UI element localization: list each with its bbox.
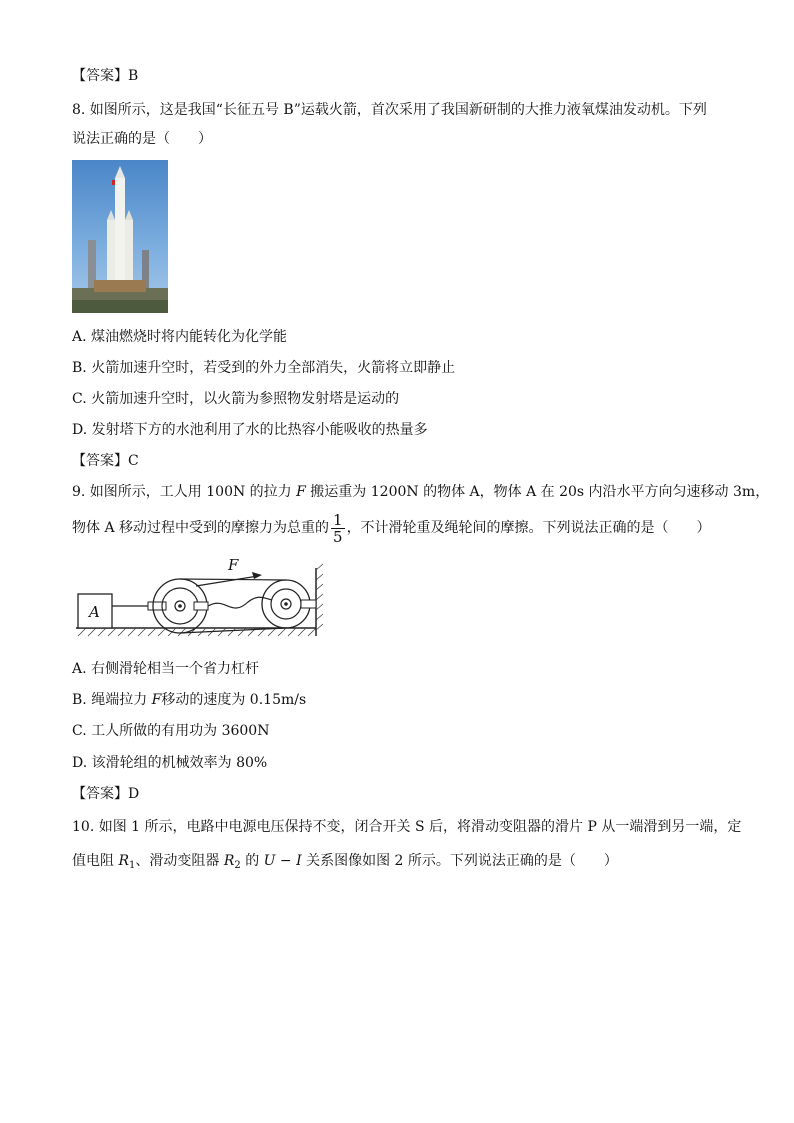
pulley-diagram xyxy=(76,556,326,642)
question-9-option-d: D. 该滑轮组的机械效率为 80% xyxy=(72,755,268,771)
question-8-option-b: B. 火箭加速升空时，若受到的外力全部消失，火箭将立即静止 xyxy=(72,360,456,376)
block-label: A xyxy=(89,603,100,621)
question-9-line-2: 物体 A 移动过程中受到的摩擦力为总重的 $\frac{1}{5}$ ，不计滑轮重及绳轮间的摩擦。下列说法正确的是（ ） xyxy=(72,510,711,546)
question-9-option-b: B. 绳端拉力 F移动的速度为 0.15m/s xyxy=(72,692,307,708)
question-8-option-a: A. 煤油燃烧时将内能转化为化学能 xyxy=(72,329,288,345)
answer-label: 【答案】 xyxy=(72,786,128,802)
question-9-line-1: 9. 如图所示，工人用 100N 的拉力 F 搬运重为 1200N 的物体 A，物体 A 在 20s 内沿水平方向匀速移动 3m， xyxy=(72,484,770,500)
question-10-line-2: 值电阻 $R_1$、滑动变阻器 $R_2$ 的 U − I 关系图像如图 2 所示。下列说法正确的是（ ） xyxy=(72,853,618,871)
answer-label: 【答案】 xyxy=(72,453,128,469)
question-10-line-1: 10. 如图 1 所示，电路中电源电压保持不变，闭合开关 S 后，将滑动变阻器的滑片 P 从一端滑到另一端，定 xyxy=(72,819,742,835)
question-8-option-c: C. 火箭加速升空时，以火箭为参照物发射塔是运动的 xyxy=(72,391,400,407)
answer-8 xyxy=(72,451,139,471)
answer-9 xyxy=(72,784,139,804)
fraction-one-fifth: $\frac{1}{5}$ xyxy=(333,510,343,546)
rocket-photo xyxy=(72,160,168,313)
answer-value: C xyxy=(128,453,139,469)
r2-symbol: R xyxy=(223,853,235,869)
r1-symbol: R xyxy=(118,853,129,869)
question-8-line-2: 说法正确的是（ ） xyxy=(72,131,212,147)
question-9-option-c: C. 工人所做的有用功为 3600N xyxy=(72,723,270,739)
force-label: F xyxy=(228,556,239,574)
answer-value: B xyxy=(128,68,139,84)
answer-label: 【答案】 xyxy=(72,68,128,84)
force-variable: F xyxy=(296,484,306,500)
question-8-line-1: 8. 如图所示，这是我国“长征五号 B”运载火箭，首次采用了我国新研制的大推力液氧煤油发动机。下列 xyxy=(72,102,707,118)
ui-relation: U − I xyxy=(263,853,302,869)
question-9-option-a: A. 右侧滑轮相当一个省力杠杆 xyxy=(72,661,260,677)
answer-value: D xyxy=(128,786,140,802)
question-8-option-d: D. 发射塔下方的水池利用了水的比热容小能吸收的热量多 xyxy=(72,422,428,438)
answer-7 xyxy=(72,66,138,86)
